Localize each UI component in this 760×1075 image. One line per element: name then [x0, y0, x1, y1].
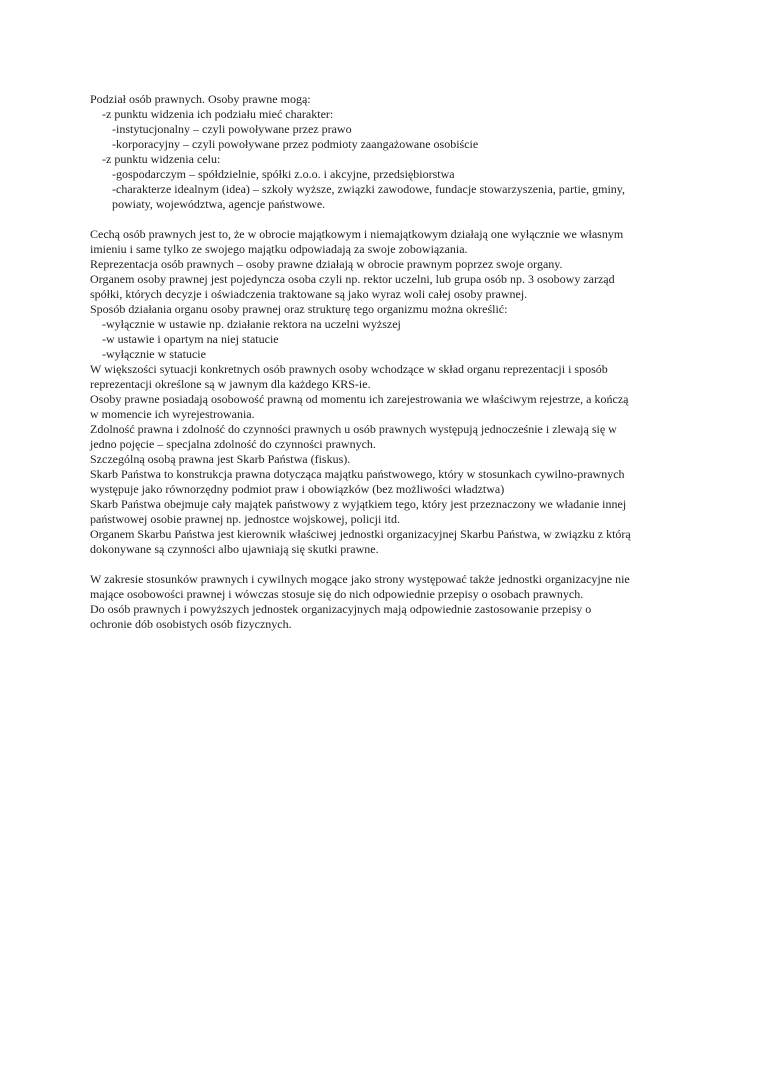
list-item: -wyłącznie w statucie — [102, 347, 206, 361]
paragraph-line: w momencie ich wyrejestrowania. — [90, 407, 255, 421]
paragraph-line: Skarb Państwa to konstrukcja prawna dotycząca majątku państwowego, który w stosunkach cywilno-prawnych — [90, 467, 625, 481]
list-heading: -z punktu widzenia ich podziału mieć charakter: — [102, 107, 334, 121]
paragraph-line: imieniu i same tylko ze swojego majątku odpowiadają za swoje zobowiązania. — [90, 242, 468, 256]
list-item: -instytucjonalny – czyli powoływane przez prawo — [112, 122, 352, 136]
paragraph-line: W zakresie stosunków prawnych i cywilnych mogące jako strony występować także jednostki organizacyjne nie — [90, 572, 630, 586]
list-item-continuation: powiaty, województwa, agencje państwowe. — [112, 197, 326, 211]
paragraph-line: Szczególną osobą prawna jest Skarb Państwa (fiskus). — [90, 452, 351, 466]
paragraph-line: reprezentacji określone są w jawnym dla każdego KRS-ie. — [90, 377, 371, 391]
paragraph-line: Reprezentacja osób prawnych – osoby prawne działają w obrocie prawnym poprzez swoje organy. — [90, 257, 563, 271]
paragraph-line: Sposób działania organu osoby prawnej oraz strukturę tego organizmu można określić: — [90, 302, 508, 316]
paragraph-line: Organem Skarbu Państwa jest kierownik właściwej jednostki organizacyjnej Skarbu Państwa, w związku z którą — [90, 527, 631, 541]
section-organizational-units — [90, 572, 680, 632]
paragraph-line: ochronie dób osobistych osób fizycznych. — [90, 617, 292, 631]
paragraph-line: Zdolność prawna i zdolność do czynności prawnych u osób prawnych występują jednocześnie i zlewają się w — [90, 422, 617, 436]
paragraph-line: występuje jako równorzędny podmiot praw i obowiązków (bez możliwości władztwa) — [90, 482, 505, 496]
paragraph-line: spółki, których decyzje i oświadczenia traktowane są jako wyraz woli całej osoby prawnej. — [90, 287, 528, 301]
paragraph-gap — [90, 557, 680, 572]
paragraph-line: Skarb Państwa obejmuje cały majątek państwowy z wyjątkiem tego, który jest przeznaczony we władanie innej — [90, 497, 627, 511]
paragraph-line: dokonywane są czynności albo ujawniają się skutki prawne. — [90, 542, 379, 556]
list-item: -wyłącznie w ustawie np. działanie rektora na uczelni wyższej — [102, 317, 401, 331]
paragraph-line: Podział osób prawnych. Osoby prawne mogą: — [90, 92, 311, 106]
list-item: -gospodarczym – spółdzielnie, spółki z.o.o. i akcyjne, przedsiębiorstwa — [112, 167, 455, 181]
paragraph-line: W większości sytuacji konkretnych osób prawnych osoby wchodzące w skład organu reprezentacji i sposób — [90, 362, 608, 376]
list-heading: -z punktu widzenia celu: — [102, 152, 221, 166]
document-page — [90, 92, 680, 632]
paragraph-line: Cechą osób prawnych jest to, że w obrocie majątkowym i niemajątkowym działają one wyłącznie we własnym — [90, 227, 624, 241]
paragraph-line: Organem osoby prawnej jest pojedyncza osoba czyli np. rektor uczelni, lub grupa osób np. 3 osobowy zarząd — [90, 272, 615, 286]
list-item: -w ustawie i opartym na niej statucie — [102, 332, 279, 346]
list-item: -korporacyjny – czyli powoływane przez podmioty zaangażowane osobiście — [112, 137, 479, 151]
paragraph-gap — [90, 212, 680, 227]
section-characteristics — [90, 227, 680, 557]
section-classification — [90, 92, 680, 212]
list-item: -charakterze idealnym (idea) – szkoły wyższe, związki zawodowe, fundacje stowarzyszenia, partie, gminy, — [112, 182, 625, 196]
paragraph-line: Osoby prawne posiadają osobowość prawną od momentu ich zarejestrowania we właściwym rejestrze, a kończą — [90, 392, 629, 406]
paragraph-line: Do osób prawnych i powyższych jednostek organizacyjnych mają odpowiednie zastosowanie przepisy o — [90, 602, 592, 616]
paragraph-line: jedno pojęcie – specjalna zdolność do czynności prawnych. — [90, 437, 376, 451]
paragraph-line: mające osobowości prawnej i wówczas stosuje się do nich odpowiednie przepisy o osobach prawnych. — [90, 587, 584, 601]
paragraph-line: państwowej osobie prawnej np. jednostce wojskowej, policji itd. — [90, 512, 400, 526]
